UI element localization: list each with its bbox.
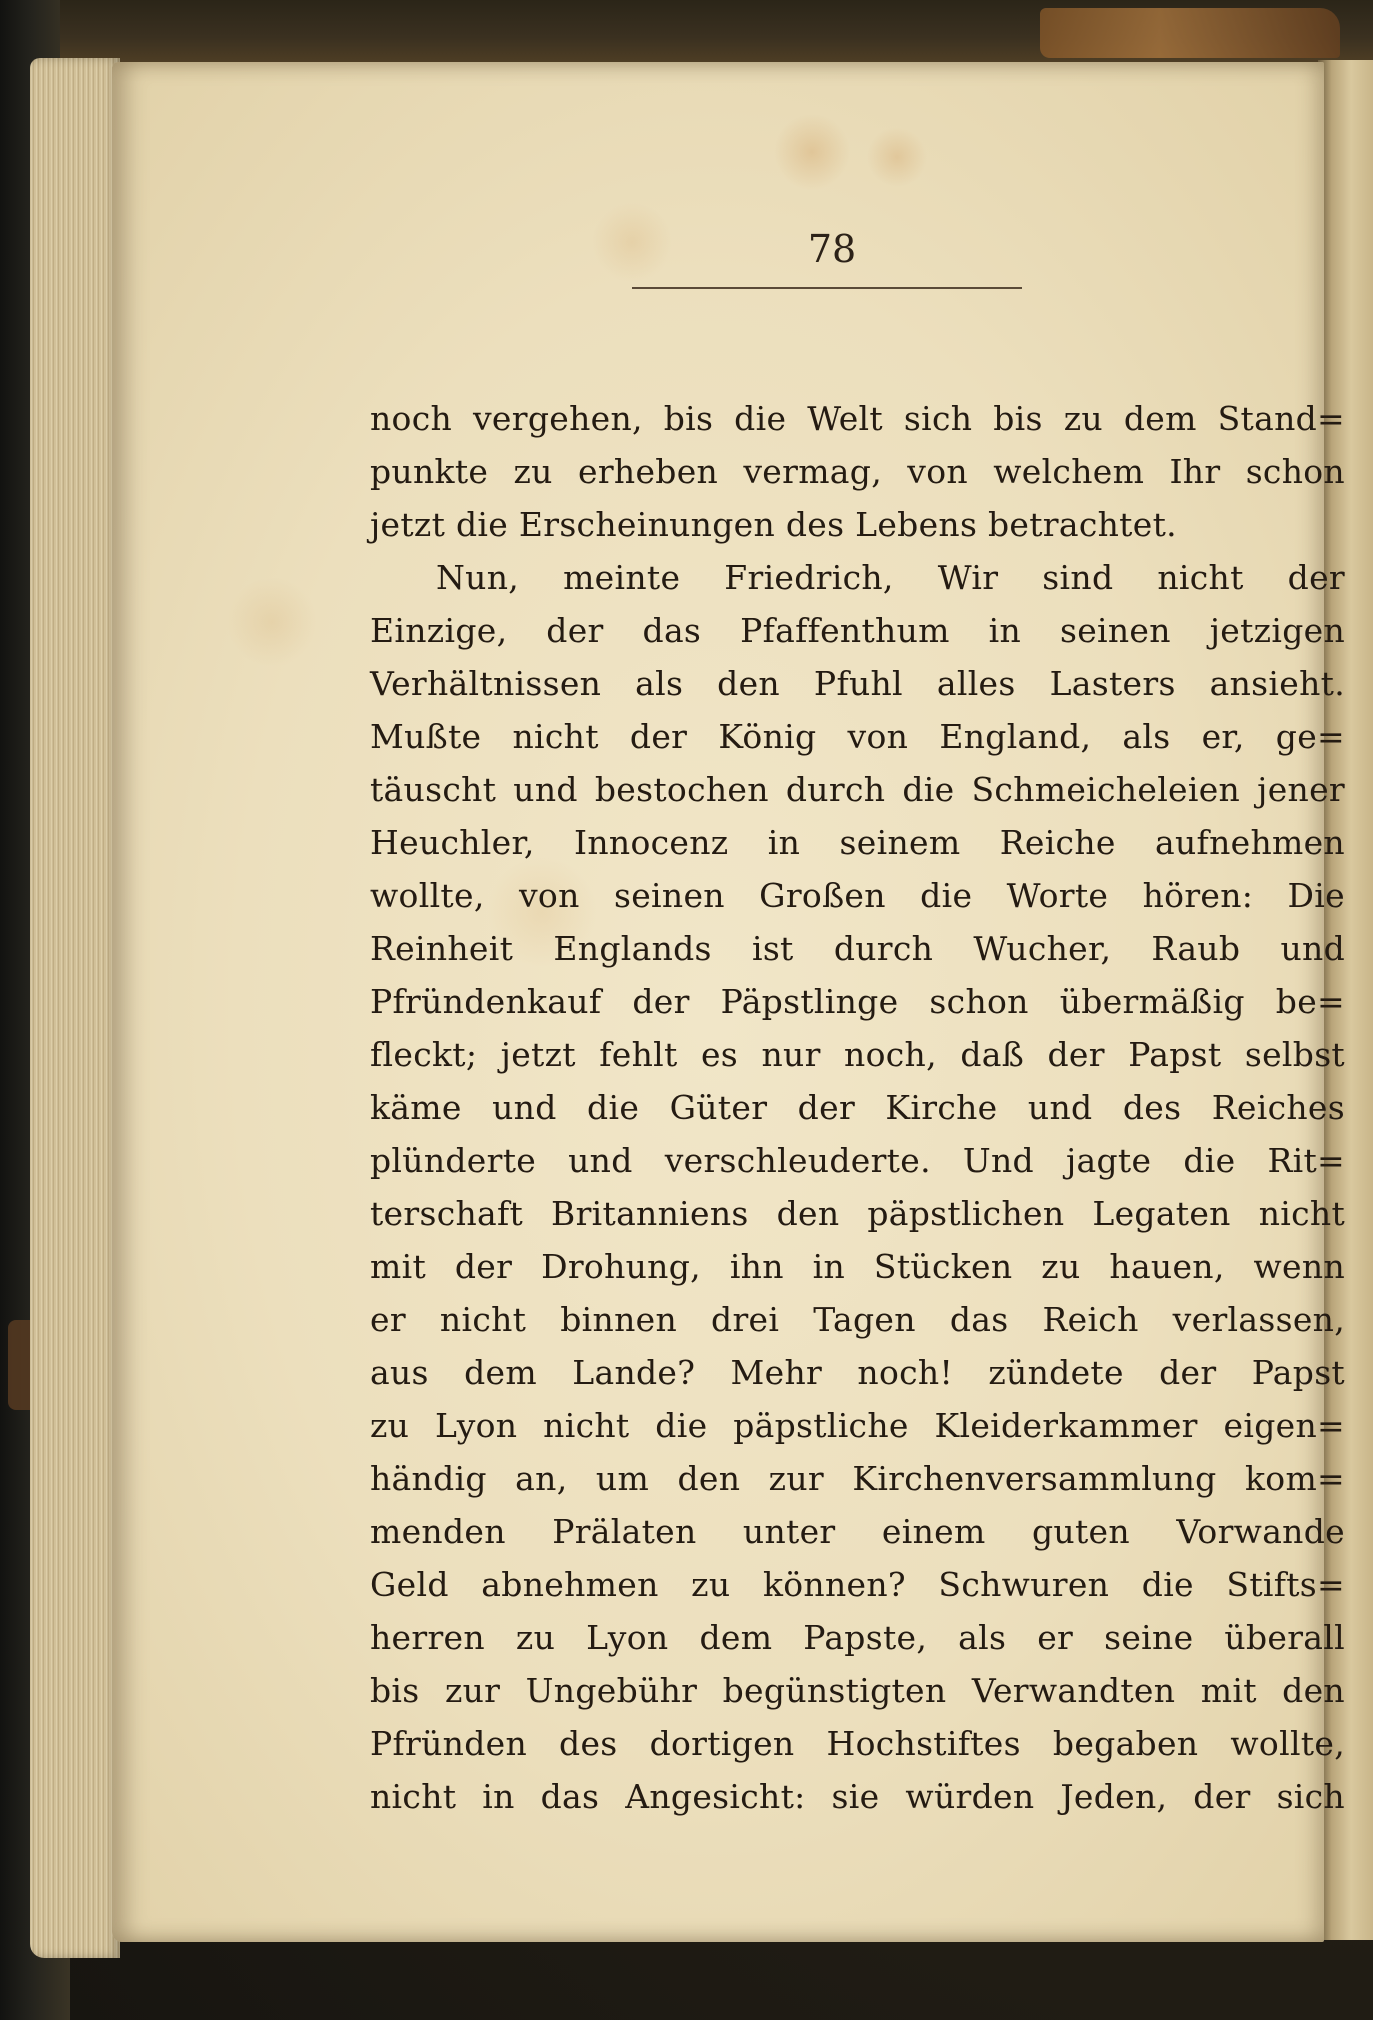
header-rule	[632, 287, 1022, 289]
text-line: noch vergehen, bis die Welt sich bis zu dem Stand=	[370, 399, 1345, 438]
text-line: Pfründenkauf der Päpstlinge schon übermäßig be=	[370, 982, 1345, 1021]
book-page	[112, 62, 1345, 1942]
text-line: Pfründen des dortigen Hochstiftes begaben wollte,	[370, 1724, 1345, 1763]
text-line: Verhältnissen als den Pfuhl alles Lasters ansieht.	[370, 664, 1345, 703]
text-line: menden Prälaten unter einem guten Vorwande	[370, 1512, 1345, 1551]
text-line: käme und die Güter der Kirche und des Reiches	[370, 1088, 1345, 1127]
cover-worn-patch	[1040, 8, 1340, 58]
text-line: er nicht binnen drei Tagen das Reich verlassen,	[370, 1300, 1345, 1339]
text-line: zu Lyon nicht die päpstliche Kleiderkammer eigen=	[370, 1406, 1345, 1445]
text-line: jetzt die Erscheinungen des Lebens betrachtet.	[370, 505, 1177, 544]
text-line: terschaft Britanniens den päpstlichen Legaten nicht	[370, 1194, 1345, 1233]
page-fore-edges	[30, 58, 120, 1958]
text-line: wollte, von seinen Großen die Worte hören: Die	[370, 876, 1345, 915]
text-line: Heuchler, Innocenz in seinem Reiche aufnehmen	[370, 823, 1345, 862]
body-text	[370, 392, 1345, 1823]
text-line: plünderte und verschleuderte. Und jagte die Rit=	[370, 1141, 1345, 1180]
text-line: Nun, meinte Friedrich, Wir sind nicht der	[436, 558, 1345, 597]
text-line: punkte zu erheben vermag, von welchem Ihr schon	[370, 452, 1345, 491]
text-line: täuscht und bestochen durch die Schmeicheleien jener	[370, 770, 1345, 809]
text-line: herren zu Lyon dem Papste, als er seine überall	[370, 1618, 1345, 1657]
text-line: aus dem Lande? Mehr noch! zündete der Papst	[370, 1353, 1345, 1392]
page-number: 78	[807, 227, 857, 271]
text-line: nicht in das Angesicht: sie würden Jeden, der sich	[370, 1777, 1345, 1816]
text-line: Mußte nicht der König von England, als er, ge=	[370, 717, 1345, 756]
text-line: Geld abnehmen zu können? Schwuren die Stifts=	[370, 1565, 1345, 1604]
text-line: bis zur Ungebühr begünstigten Verwandten mit den	[370, 1671, 1345, 1710]
text-line: mit der Drohung, ihn in Stücken zu hauen, wenn	[370, 1247, 1345, 1286]
text-line: fleckt; jetzt fehlt es nur noch, daß der Papst selbst	[370, 1035, 1345, 1074]
text-line: Einzige, der das Pfaffenthum in seinen jetzigen	[370, 611, 1345, 650]
text-line: Reinheit Englands ist durch Wucher, Raub und	[370, 929, 1345, 968]
text-line: händig an, um den zur Kirchenversammlung kom=	[370, 1459, 1345, 1498]
